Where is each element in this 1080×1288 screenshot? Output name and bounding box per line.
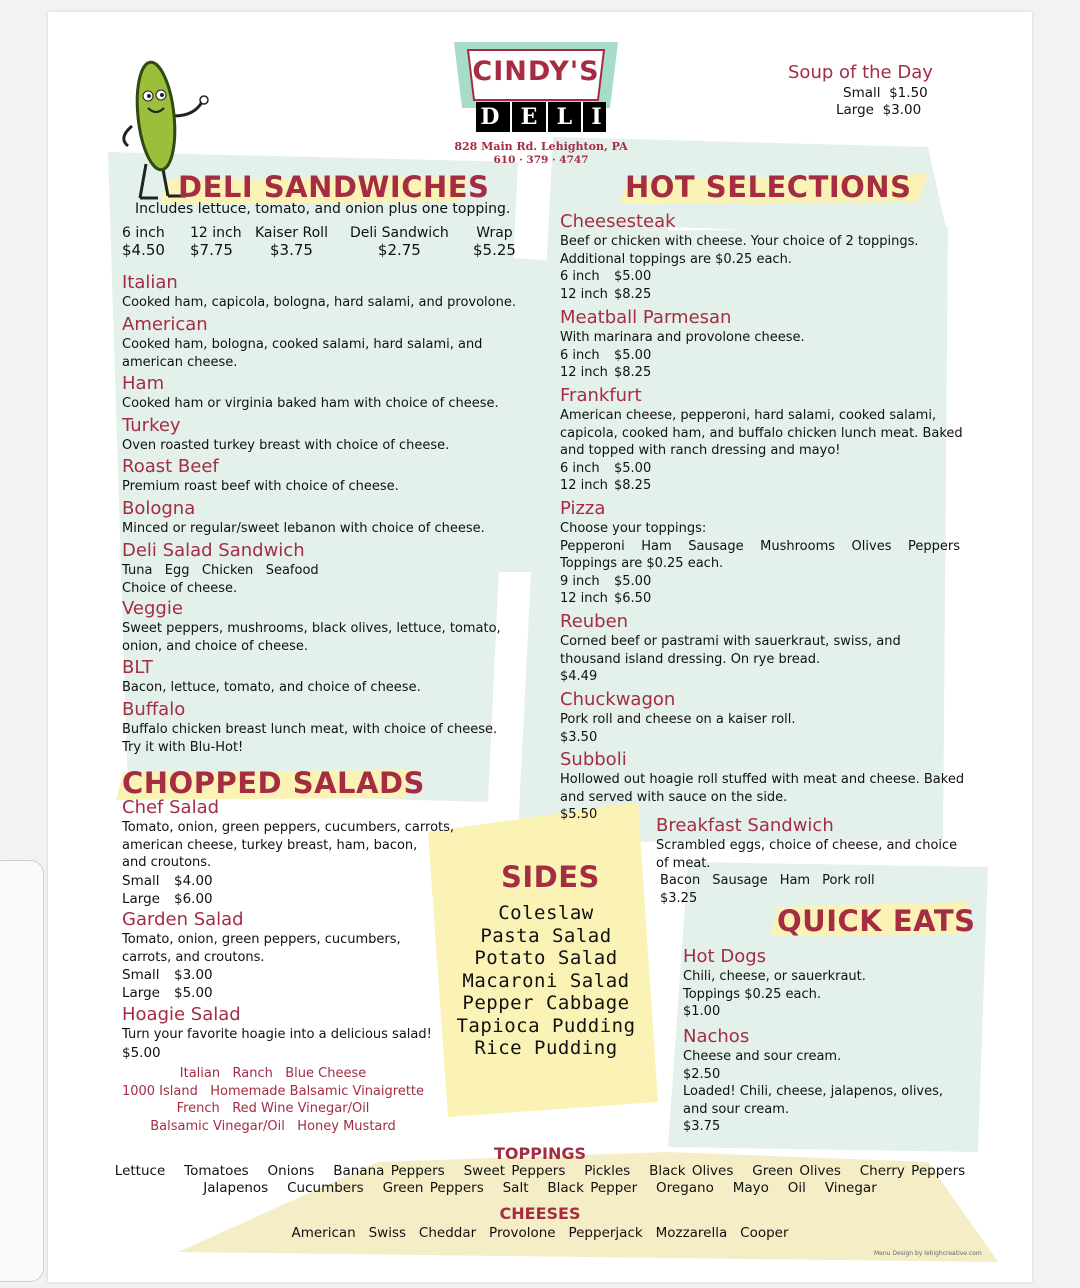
deli-size-12inch: 12 inch $7.75	[190, 225, 242, 259]
side-item: Rice Pudding	[474, 1037, 618, 1059]
side-item: Potato Salad	[474, 947, 618, 969]
hot-selections-title: HOT SELECTIONS	[625, 170, 912, 204]
deli-item-italian: Italian Cooked ham, capicola, bologna, hard salami, and provolone.	[122, 272, 516, 310]
deli-size-6inch: 6 inch $4.50	[122, 225, 165, 259]
deli-size-kaiser: Kaiser Roll $3.75	[255, 225, 328, 259]
side-item: Macaroni Salad	[462, 969, 630, 992]
salad-garden: Garden Salad Tomato, onion, green peppers, cucumbers, carrots, and croutons. Small $3.00 Large $5.00	[122, 909, 401, 1001]
side-item: Coleslaw	[498, 902, 594, 924]
cheeses-title: CHEESES	[499, 1204, 581, 1223]
deli-size-deli-sandwich: Deli Sandwich $2.75	[350, 225, 449, 259]
hot-chuckwagon: Chuckwagon Pork roll and cheese on a kaiser roll. $3.50	[560, 689, 796, 745]
deli-sandwiches-title: DELI SANDWICHES	[178, 170, 490, 204]
toppings-row-1: Lettuce Tomatoes Onions Banana Peppers Sweet Peppers Pickles Black Olives Green Olives Cherry Peppers	[114, 1163, 966, 1179]
menu-page	[48, 12, 1032, 1282]
side-item: Tapioca Pudding	[456, 1014, 636, 1037]
deli-item-buffalo: Buffalo Buffalo chicken breast lunch meat, with choice of cheese. Try it with Blu-Hot!	[122, 699, 498, 755]
dressings-list: Italian Ranch Blue Cheese 1000 Island Homemade Balsamic Vinaigrette French Red Wine Vinegar/Oil Balsamic Vinegar/Oil Honey Mustard	[121, 1066, 425, 1134]
hot-subboli: Subboli Hollowed out hoagie roll stuffed with meat and cheese. Baked and served with sauce on the side. $5.50	[560, 749, 965, 822]
deli-letter-e: E	[520, 104, 538, 130]
soup-large: Large $3.00	[836, 102, 922, 118]
quick-eats-title: QUICK EATS	[777, 904, 976, 938]
soup-title: Soup of the Day	[788, 62, 933, 83]
deli-item-blt: BLT Bacon, lettuce, tomato, and choice of cheese.	[122, 657, 421, 695]
sides-list	[446, 902, 646, 1060]
deli-letter-i: I	[591, 104, 602, 130]
chopped-salads-title: CHOPPED SALADS	[122, 766, 425, 800]
deli-item-veggie: Veggie Sweet peppers, mushrooms, black olives, lettuce, tomato, onion, and choice of cheese.	[122, 598, 501, 654]
deli-item-turkey: Turkey Oven roasted turkey breast with choice of cheese.	[122, 415, 450, 453]
hot-reuben: Reuben Corned beef or pastrami with sauerkraut, swiss, and thousand island dressing. On rye bread. $4.49	[560, 611, 901, 684]
cheeses-row: American Swiss Cheddar Provolone Pepperjack Mozzarella Cooper	[291, 1225, 789, 1241]
quick-hot-dogs: Hot Dogs Chili, cheese, or sauerkraut. Toppings $0.25 each. $1.00	[683, 946, 866, 1019]
deli-subtitle: Includes lettuce, tomato, and onion plus one topping.	[135, 201, 511, 217]
side-item: Pepper Cabbage	[462, 992, 630, 1014]
menu-design-credit: Menu Design by lehighcreative.com	[874, 1250, 982, 1257]
toppings-row-2: Jalapenos Cucumbers Green Peppers Salt Black Pepper Oregano Mayo Oil Vinegar	[203, 1180, 877, 1196]
sides-title: SIDES	[501, 860, 600, 894]
hot-cheesesteak: Cheesesteak Beef or chicken with cheese. Your choice of 2 toppings. Additional toppings are $0.25 each. 6 inch $5.00 12 inch $8.25	[560, 211, 919, 302]
breakfast-sandwich: Breakfast Sandwich Scrambled eggs, choice of cheese, and choice of meat. Bacon Sausage Ham Pork roll $3.25	[656, 815, 958, 906]
brand-address: 828 Main Rd. Lehighton, PA	[454, 140, 628, 153]
brand-deli-box	[476, 102, 606, 132]
hot-meatball-parmesan: Meatball Parmesan With marinara and provolone cheese. 6 inch $5.00 12 inch $8.25	[560, 307, 805, 380]
deli-item-roast-beef: Roast Beef Premium roast beef with choice of cheese.	[122, 456, 399, 494]
hot-frankfurt: Frankfurt American cheese, pepperoni, hard salami, cooked salami, capicola, cooked ham, and buffalo chicken lunch meat. Baked and topped with ranch dressing and mayo! 6 inch $5.00 12 inch $8.25	[560, 385, 963, 493]
salad-hoagie: Hoagie Salad Turn your favorite hoagie into a delicious salad! $5.00	[122, 1004, 432, 1061]
quick-nachos: Nachos Cheese and sour cream. $2.50 Loaded! Chili, cheese, jalapenos, olives, and sour cream. $3.75	[683, 1026, 944, 1134]
side-panel-tab[interactable]	[0, 860, 44, 1282]
side-item: Pasta Salad	[480, 924, 612, 947]
deli-item-ham: Ham Cooked ham or virginia baked ham with choice of cheese.	[122, 373, 499, 411]
deli-item-salad-sandwich: Deli Salad Sandwich Tuna Egg Chicken Seafood Choice of cheese.	[122, 540, 319, 596]
deli-size-wrap: Wrap $5.25	[473, 225, 516, 259]
soup-small: Small $1.50	[843, 85, 928, 101]
toppings-title: TOPPINGS	[494, 1144, 586, 1163]
deli-item-american: American Cooked ham, bologna, cooked salami, hard salami, and american cheese.	[122, 314, 483, 370]
deli-letter-d: D	[480, 104, 502, 130]
deli-item-bologna: Bologna Minced or regular/sweet lebanon with choice of cheese.	[122, 498, 485, 536]
hot-pizza: Pizza Choose your toppings: Pepperoni Ham Sausage Mushrooms Olives Peppers Toppings are $0.25 each. 9 inch $5.00 12 inch $6.50	[560, 498, 960, 606]
brand-phone: 610 · 379 · 4747	[493, 154, 589, 166]
brand-name: CINDY'S	[472, 56, 600, 87]
deli-letter-l: L	[556, 104, 573, 130]
salad-chef: Chef Salad Tomato, onion, green peppers, cucumbers, carrots, american cheese, turkey breast, ham, bacon, and croutons. Small $4.00 Large $6.00	[122, 797, 455, 907]
